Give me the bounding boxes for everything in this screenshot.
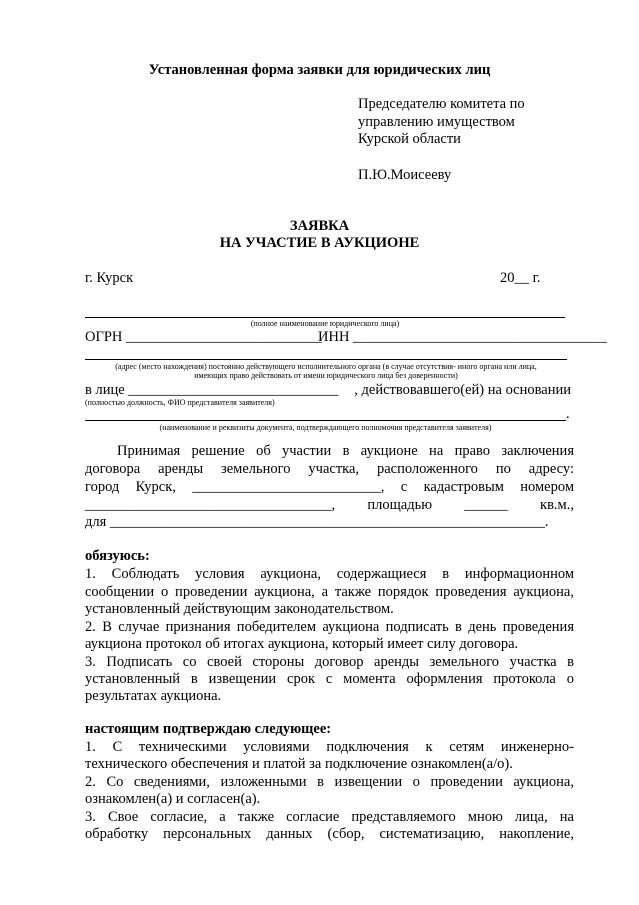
authority-doc-line-end: . — [566, 406, 570, 422]
addressee-name: П.Ю.Моисееву — [358, 167, 452, 183]
obligation-line: сообщении о проведении аукциона, а также порядок проведения аукциона, — [85, 584, 574, 600]
address-line[interactable] — [85, 359, 567, 360]
obligation-line: 2. В случае признания победителем аукциона подписать в день проведения — [85, 619, 574, 635]
decision-line-1: Принимая решение об участии в аукционе на право заключения — [117, 443, 574, 459]
confirmation-line: 2. Со сведениями, изложенными в извещении о проведении аукциона, — [85, 774, 574, 790]
addressee-line-1: Председателю комитета по — [358, 96, 525, 112]
inn-field[interactable]: ИНН ___________________________________ — [318, 329, 607, 345]
doc-title-line-1: ЗАЯВКА — [289, 218, 350, 234]
obligation-line: результатах аукциона. — [85, 688, 222, 704]
confirmation-line: обработку персональных данных (сбор, систематизацию, накопление, — [85, 826, 574, 842]
hint-address-1: (адрес (место нахождения) постоянно действующего исполнительного органа (в случае отсутствия- иного органа или лица, — [115, 362, 537, 371]
confirmation-line: технического обеспечения и платой за подключение ознакомлен(а/о). — [85, 756, 513, 772]
obligation-line: 3. Подписать со своей стороны договор аренды земельного участка в — [85, 654, 574, 670]
obligation-line: установленный в извещении срок с момента оформления протокола о — [85, 671, 574, 687]
confirmation-line: 3. Свое согласие, а также согласие представляемого мною лица, на — [85, 809, 574, 825]
place-city: г. Курск — [85, 270, 134, 286]
obligation-line: установленный действующим законодательством. — [85, 601, 394, 617]
doc-title-line-2: НА УЧАСТИЕ В АУКЦИОНЕ — [219, 235, 420, 251]
decision-line-4[interactable]: __________________________________, площадью ______ кв.м., — [85, 497, 574, 513]
confirmations-heading: настоящим подтверждаю следующее: — [85, 721, 332, 737]
form-title: Установленная форма заявки для юридических лиц — [148, 62, 491, 78]
addressee-line-3: Курской области — [358, 131, 461, 147]
representative-field[interactable]: в лице _____________________________ — [85, 382, 339, 398]
representative-basis: , действовавшего(ей) на основании — [354, 382, 571, 398]
org-name-line[interactable] — [85, 317, 565, 318]
hint-org-name: (полное наименование юридического лица) — [250, 319, 400, 328]
decision-line-2: договора аренды земельного участка, расположенного по адресу: — [85, 461, 574, 477]
decision-line-3[interactable]: город Курск, __________________________, с кадастровым номером — [85, 479, 574, 495]
hint-representative: (полностью должность, ФИО представителя заявителя) — [85, 398, 275, 407]
obligation-line: аукциона протокол об итогах аукциона, который имеет силу договора. — [85, 636, 519, 652]
hint-authority-doc: (наименование и реквизиты документа, подтверждающего полномочия представителя заявителя) — [159, 423, 492, 432]
confirmation-line: ознакомлен(а) и согласен(а). — [85, 791, 261, 807]
obligations-heading: обязуюсь: — [85, 548, 150, 564]
date-year: 20__ г. — [500, 270, 541, 286]
hint-address-2: имеющих право действовать от имени юридического лица без доверенности) — [194, 371, 458, 380]
obligation-line: 1. Соблюдать условия аукциона, содержащиеся в информационном — [85, 566, 574, 582]
ogrn-field[interactable]: ОГРН ___________________________ — [85, 329, 322, 345]
addressee-line-2: управлению имуществом — [358, 114, 515, 130]
decision-line-5[interactable]: для ____________________________________________________________. — [85, 514, 549, 530]
confirmation-line: 1. С техническими условиями подключения к сетям инженерно- — [85, 739, 574, 755]
authority-doc-line[interactable] — [85, 420, 566, 421]
